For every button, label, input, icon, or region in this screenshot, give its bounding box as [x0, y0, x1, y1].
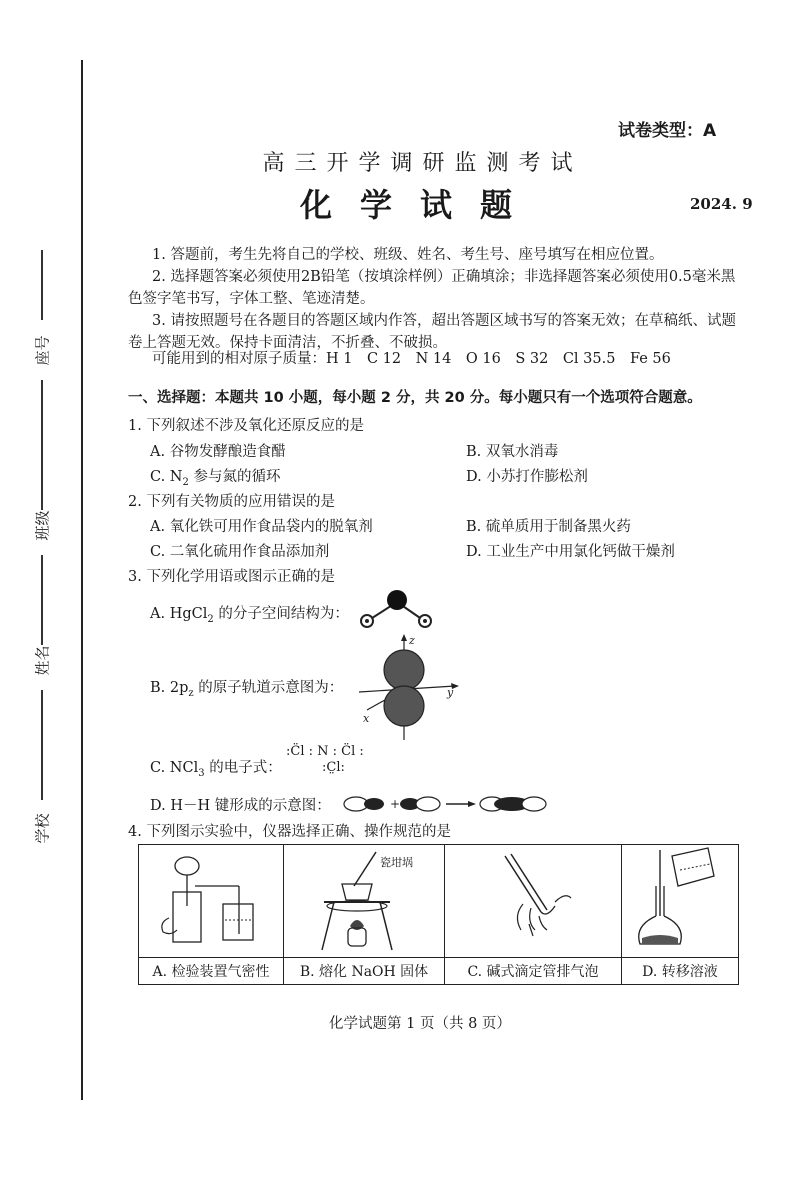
experiment-d-figure [622, 845, 739, 958]
q1-option-d: D. 小苏打作膨松剂 [466, 469, 588, 485]
q3-option-b: B. $2p_z$ 的原子轨道示意图为： [150, 680, 344, 699]
instruction-2: 2. 选择题答案必须使用2B铅笔（按填涂样例）正确填涂；非选择题答案必须使用0.5毫米黑色签字笔书写，字体工整、笔迹清楚。 [128, 269, 736, 307]
q1-option-b: B. 双氧水消毒 [466, 444, 559, 460]
experiment-b-caption: B. 熔化 NaOH 固体 [284, 958, 445, 985]
experiment-a-caption: A. 检验装置气密性 [139, 958, 284, 985]
crucible-label: 瓷坩埚 [380, 856, 413, 869]
axis-x-label: x [363, 712, 370, 725]
section-heading: 一、选择题：本题共 10 小题，每小题 2 分，共 20 分。每小题只有一个选项符合题意。 [128, 390, 702, 406]
experiment-b-figure [284, 845, 445, 958]
exam-name: 高三开学调研监测考试 [262, 151, 583, 176]
q2-option-a: A. 氧化铁可用作食品袋内的脱氧剂 [150, 519, 373, 535]
atomic-masses: 可能用到的相对原子质量：H 1 C 12 N 14 O 16 S 32 Cl 35.5 Fe 56 [152, 351, 671, 367]
instruction-3: 3. 请按照题号在各题目的答题区域内作答，超出答题区域书写的答案无效；在草稿纸、试题卷上答题无效。保持卡面清洁，不折叠、不破损。 [128, 313, 736, 351]
class-label: 班级 [33, 509, 52, 541]
q1-stem: 1. 下列叙述不涉及氧化还原反应的是 [128, 418, 364, 434]
crucible-heating-icon [284, 846, 444, 956]
lewis-top-row: :C̈l : N : C̈l : [286, 744, 364, 759]
lewis-bottom-row: :C̤l: [322, 760, 345, 775]
q2-option-b: B. 硫单质用于制备黑火药 [466, 519, 631, 535]
name-fill-line [41, 555, 43, 645]
subject-title: 化学试题 [299, 186, 540, 224]
page-footer: 化学试题第 1 页（共 8 页） [329, 1016, 511, 1032]
paper-type: 试卷类型：A [618, 121, 717, 141]
instruction-1: 1. 答题前，考生先将自己的学校、班级、姓名、考生号、座号填写在相应位置。 [152, 247, 664, 263]
q1-option-a: A. 谷物发酵酿造食醋 [150, 444, 286, 460]
experiment-a-figure [139, 845, 284, 958]
seat-label: 座号 [33, 334, 52, 366]
school-fill-line [41, 690, 43, 800]
class-fill-line [41, 380, 43, 510]
hgcl2-molecule-diagram [355, 588, 435, 630]
q3-option-a: A. HgCl$_2$ 的分子空间结构为： [150, 606, 349, 625]
axis-z-label: z [409, 634, 415, 647]
exam-date: 2024. 9 [690, 195, 753, 213]
burette-bubble-removal-icon [445, 846, 621, 956]
experiment-c-caption: C. 碱式滴定管排气泡 [445, 958, 622, 985]
ncl3-lewis-structure [286, 744, 364, 776]
q2-stem: 2. 下列有关物质的应用错误的是 [128, 494, 335, 510]
q4-experiment-table [138, 844, 739, 985]
q2-option-d: D. 工业生产中用氯化钙做干燥剂 [466, 544, 675, 560]
airtightness-apparatus-icon [139, 846, 283, 956]
plus-sign: + [390, 797, 401, 811]
seat-fill-line [41, 250, 43, 320]
q2-option-c: C. 二氧化硫用作食品添加剂 [150, 544, 330, 560]
axis-y-label: y [447, 686, 454, 699]
experiment-c-figure [445, 845, 622, 958]
solution-transfer-icon [622, 846, 738, 956]
q4-stem: 4. 下列图示实验中，仪器选择正确、操作规范的是 [128, 824, 451, 840]
name-label: 姓名 [33, 644, 52, 676]
q3-stem: 3. 下列化学用语或图示正确的是 [128, 569, 335, 585]
school-label: 学校 [33, 812, 52, 844]
q3-option-c: C. NCl$_3$ 的电子式： [150, 760, 282, 779]
hh-bond-diagram [340, 794, 550, 814]
q1-option-c: C. $N_2$ 参与氮的循环 [150, 469, 281, 488]
q3-option-d: D. H－H 键形成的示意图： [150, 798, 331, 814]
experiment-d-caption: D. 转移溶液 [622, 958, 739, 985]
pz-orbital-diagram [355, 632, 465, 744]
